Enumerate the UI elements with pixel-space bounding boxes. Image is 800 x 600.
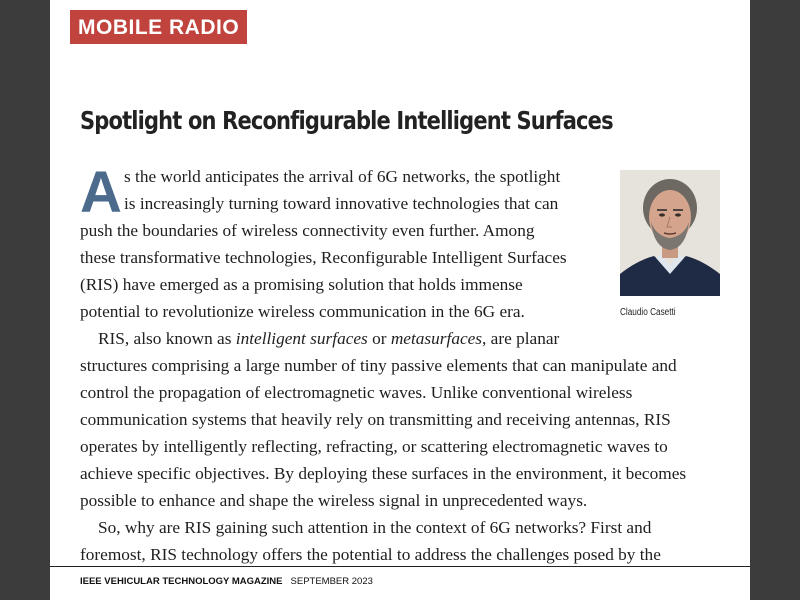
body-line: potential to revolutionize wireless communication in the 6G era.	[80, 302, 525, 321]
body-line: (RIS) have emerged as a promising solution that holds immense	[80, 275, 523, 294]
body-line: operates by intelligently reflecting, refracting, or scattering electromagnetic waves to	[80, 437, 668, 456]
body-line: structures comprising a large number of tiny passive elements that can manipulate and	[80, 356, 677, 375]
body-line: foremost, RIS technology offers the potential to address the challenges posed by the	[80, 545, 661, 564]
author-photo	[620, 170, 720, 296]
body-line: communication systems that heavily rely on transmitting and receiving antennas, RIS	[80, 410, 671, 429]
text-run: or	[367, 329, 391, 348]
body-line: achieve specific objectives. By deploying these surfaces in the environment, it becomes	[80, 464, 687, 483]
emphasis-text: intelligent surfaces	[235, 329, 368, 348]
body-line: push the boundaries of wireless connectivity even further. Among	[80, 221, 535, 240]
text-run: , are planar	[482, 329, 560, 348]
footer-divider	[50, 566, 750, 567]
section-tag: MOBILE RADIO	[70, 10, 247, 44]
body-line: these transformative technologies, Reconfigurable Intelligent Surfaces	[80, 248, 567, 267]
body-line: control the propagation of electromagnetic waves. Unlike conventional wireless	[80, 383, 633, 402]
article-title: Spotlight on Reconfigurable Intelligent Surfaces	[80, 106, 613, 135]
body-line: is increasingly turning toward innovative technologies that can	[124, 194, 559, 213]
body-line	[98, 325, 559, 352]
page-footer	[80, 576, 373, 587]
body-line: So, why are RIS gaining such attention in the context of 6G networks? First and	[98, 518, 652, 537]
body-line: possible to enhance and shape the wireless signal in unprecedented ways.	[80, 491, 588, 510]
drop-cap: A	[80, 160, 122, 225]
footer-magazine-name: IEEE VEHICULAR TECHNOLOGY MAGAZINE	[80, 576, 283, 587]
body-line: s the world anticipates the arrival of 6G networks, the spotlight	[124, 167, 561, 186]
photo-caption: Claudio Casetti	[620, 307, 676, 318]
text-run: RIS, also known as	[98, 329, 236, 348]
magazine-page	[50, 0, 750, 600]
footer-date: SEPTEMBER 2023	[290, 576, 373, 587]
author-portrait-icon	[620, 170, 720, 296]
emphasis-text: metasurfaces	[390, 329, 483, 348]
